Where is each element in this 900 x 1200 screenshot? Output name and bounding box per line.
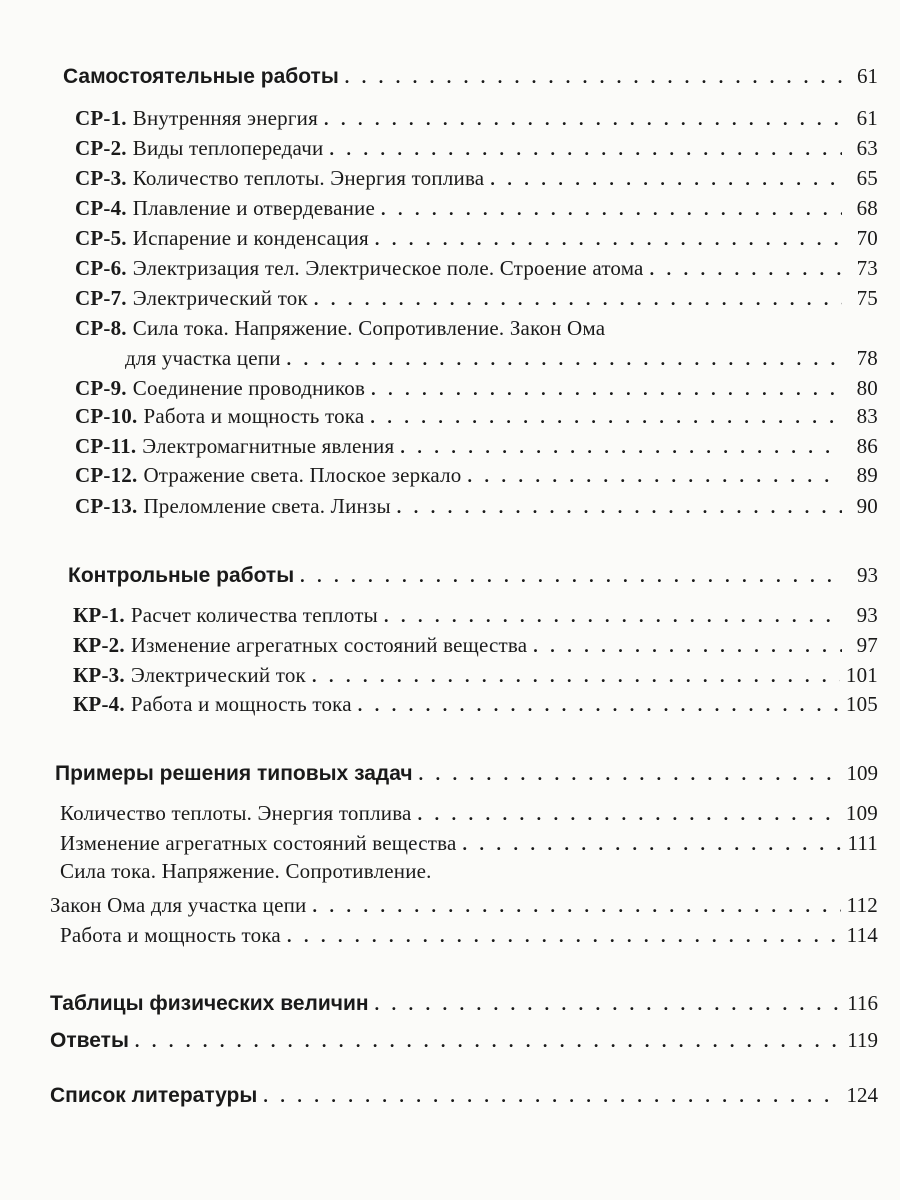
entry-code: СР-11. bbox=[75, 434, 137, 458]
entry-title: Виды теплопередачи bbox=[132, 136, 324, 160]
toc-entry-continuation bbox=[125, 346, 878, 371]
section-heading bbox=[50, 1083, 878, 1108]
toc-entry bbox=[75, 286, 878, 311]
dot-leader bbox=[314, 289, 842, 310]
entry-code: СР-7. bbox=[75, 286, 127, 310]
section-heading bbox=[50, 1028, 878, 1053]
toc-entry bbox=[75, 196, 878, 221]
toc-entry bbox=[75, 226, 878, 251]
dot-leader bbox=[329, 139, 842, 160]
dot-leader bbox=[287, 926, 841, 947]
page-number: 111 bbox=[847, 831, 878, 855]
dot-leader bbox=[375, 229, 842, 250]
entry-code: СР-5. bbox=[75, 226, 127, 250]
dot-leader bbox=[650, 259, 842, 280]
dot-leader bbox=[418, 804, 840, 825]
section-title: Таблицы физических величин bbox=[50, 992, 369, 1015]
toc-entry bbox=[73, 663, 878, 688]
entry-code: КР-2. bbox=[73, 633, 125, 657]
page-number: 109 bbox=[845, 801, 878, 825]
entry-title: Сила тока. Напряжение. Сопротивление. Закон Ома bbox=[132, 316, 606, 340]
toc-entry bbox=[60, 923, 878, 948]
page-number: 105 bbox=[845, 692, 878, 716]
entry-title: Электрический ток bbox=[132, 286, 308, 310]
dot-leader bbox=[358, 695, 840, 716]
page-number: 114 bbox=[846, 923, 878, 947]
page-number: 63 bbox=[856, 136, 878, 160]
entry-code: СР-13. bbox=[75, 494, 138, 518]
entry-title: Изменение агрегатных состояний вещества bbox=[130, 633, 528, 657]
entry-title: Количество теплоты. Энергия топлива bbox=[60, 801, 412, 825]
toc-entry bbox=[60, 831, 878, 856]
toc-entry bbox=[75, 434, 878, 459]
dot-leader bbox=[287, 349, 842, 370]
page-number: 119 bbox=[847, 1028, 878, 1052]
entry-code: СР-6. bbox=[75, 256, 127, 280]
dot-leader bbox=[419, 764, 841, 785]
entry-title: Соединение проводников bbox=[132, 376, 366, 400]
dot-leader bbox=[263, 1086, 840, 1107]
entry-code: СР-3. bbox=[75, 166, 127, 190]
section-title: Примеры решения типовых задач bbox=[55, 762, 413, 785]
entry-code: СР-8. bbox=[75, 316, 127, 340]
section-title: Самостоятельные работы bbox=[63, 65, 339, 88]
page-number: 93 bbox=[856, 603, 878, 627]
page-number: 73 bbox=[856, 256, 878, 280]
toc-entry bbox=[75, 316, 878, 341]
dot-leader bbox=[467, 466, 842, 487]
entry-title-continued: для участка цепи bbox=[125, 346, 281, 370]
toc-entry bbox=[75, 404, 878, 429]
entry-title: Количество теплоты. Энергия топлива bbox=[132, 166, 485, 190]
dot-leader bbox=[375, 994, 842, 1015]
page-number: 80 bbox=[856, 376, 878, 400]
page-number: 93 bbox=[857, 563, 878, 587]
dot-leader bbox=[135, 1031, 841, 1052]
entry-title: Работа и мощность тока bbox=[143, 404, 365, 428]
section-heading bbox=[50, 991, 878, 1016]
toc-entry bbox=[75, 106, 878, 131]
dot-leader bbox=[533, 636, 842, 657]
toc-entry bbox=[60, 859, 878, 884]
toc-entry bbox=[75, 166, 878, 191]
page-number: 70 bbox=[856, 226, 878, 250]
entry-code: СР-2. bbox=[75, 136, 127, 160]
page-number: 65 bbox=[856, 166, 878, 190]
section-title: Список литературы bbox=[50, 1084, 258, 1107]
page-number: 78 bbox=[856, 346, 878, 370]
entry-title: Работа и мощность тока bbox=[130, 692, 352, 716]
toc-entry bbox=[75, 463, 878, 488]
entry-title: Электрический ток bbox=[130, 663, 306, 687]
entry-title: Плавление и отвердевание bbox=[132, 196, 375, 220]
section-heading bbox=[63, 64, 878, 89]
entry-title: Расчет количества теплоты bbox=[130, 603, 378, 627]
toc-entry bbox=[75, 376, 878, 401]
dot-leader bbox=[397, 497, 842, 518]
page-number: 86 bbox=[856, 434, 878, 458]
dot-leader bbox=[371, 379, 842, 400]
toc-entry-continuation bbox=[50, 893, 878, 918]
entry-title: Электризация тел. Электрическое поле. Строение атома bbox=[132, 256, 644, 280]
toc-entry bbox=[75, 256, 878, 281]
toc-entry bbox=[60, 801, 878, 826]
page-number: 109 bbox=[846, 761, 878, 785]
entry-code: СР-10. bbox=[75, 404, 138, 428]
entry-code: СР-4. bbox=[75, 196, 127, 220]
dot-leader bbox=[300, 566, 842, 587]
dot-leader bbox=[345, 67, 842, 88]
dot-leader bbox=[312, 666, 840, 687]
page-number: 75 bbox=[856, 286, 878, 310]
page-number: 83 bbox=[856, 404, 878, 428]
entry-code: СР-9. bbox=[75, 376, 127, 400]
page-number: 61 bbox=[856, 106, 878, 130]
section-heading bbox=[55, 761, 878, 786]
entry-code: СР-1. bbox=[75, 106, 127, 130]
entry-title: Преломление света. Линзы bbox=[143, 494, 391, 518]
entry-code: СР-12. bbox=[75, 463, 138, 487]
section-title: Ответы bbox=[50, 1029, 129, 1052]
dot-leader bbox=[381, 199, 842, 220]
dot-leader bbox=[490, 169, 842, 190]
page-number: 68 bbox=[856, 196, 878, 220]
entry-title: Электромагнитные явления bbox=[142, 434, 395, 458]
toc-entry bbox=[73, 603, 878, 628]
entry-code: КР-3. bbox=[73, 663, 125, 687]
dot-leader bbox=[384, 606, 842, 627]
entry-title: Сила тока. Напряжение. Сопротивление. bbox=[60, 859, 432, 883]
page-number: 61 bbox=[857, 64, 878, 88]
page-number: 89 bbox=[856, 463, 878, 487]
entry-title: Внутренняя энергия bbox=[132, 106, 318, 130]
page-number: 101 bbox=[845, 663, 878, 687]
dot-leader bbox=[462, 834, 841, 855]
entry-code: КР-1. bbox=[73, 603, 125, 627]
entry-title-continued: Закон Ома для участка цепи bbox=[50, 893, 307, 917]
section-title: Контрольные работы bbox=[68, 564, 295, 587]
page-number: 112 bbox=[846, 893, 878, 917]
toc-entry bbox=[73, 692, 878, 717]
page-number: 116 bbox=[847, 991, 878, 1015]
page-number: 124 bbox=[846, 1083, 878, 1107]
section-heading bbox=[68, 563, 878, 588]
entry-code: КР-4. bbox=[73, 692, 125, 716]
dot-leader bbox=[324, 109, 842, 130]
dot-leader bbox=[370, 407, 842, 428]
page-number: 90 bbox=[856, 494, 878, 518]
dot-leader bbox=[400, 437, 842, 458]
toc-entry bbox=[75, 136, 878, 161]
entry-title: Испарение и конденсация bbox=[132, 226, 369, 250]
page-number: 97 bbox=[856, 633, 878, 657]
dot-leader bbox=[313, 896, 841, 917]
entry-title: Изменение агрегатных состояний вещества bbox=[60, 831, 457, 855]
entry-title: Отражение света. Плоское зеркало bbox=[143, 463, 462, 487]
entry-title: Работа и мощность тока bbox=[60, 923, 281, 947]
toc-entry bbox=[75, 494, 878, 519]
toc-entry bbox=[73, 633, 878, 658]
